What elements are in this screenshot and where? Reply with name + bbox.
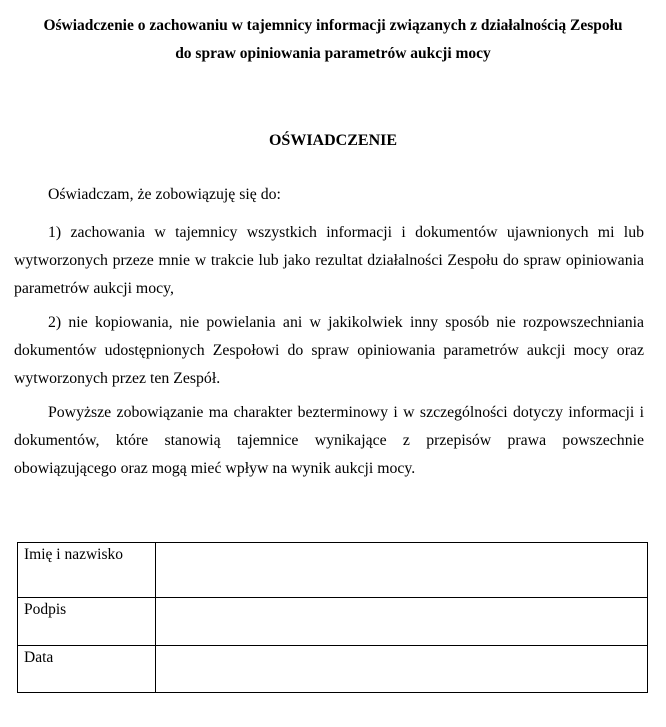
intro-paragraph: Oświadczam, że zobowiązuję się do:	[48, 186, 281, 203]
closing-paragraph: Powyższe zobowiązanie ma charakter bezterminowy i w szczególności dotyczy informacji i dokumentów, które stanowią tajemnice wynikające z przepisów prawa powszechnie obowiązującego oraz mogą mieć wpływ na wynik aukcji mocy.	[14, 404, 644, 477]
date-row	[18, 646, 648, 693]
signature-row	[18, 598, 648, 646]
date-field[interactable]	[156, 646, 648, 693]
obligation-item-1: 1) zachowania w tajemnicy wszystkich informacji i dokumentów ujawnionych mi lub wytworzonych przeze mnie w trakcie lub jako rezultat działalności Zespołu do spraw opiniowania parametrów aukcji mocy,	[14, 224, 644, 297]
declaration-heading: OŚWIADCZENIE	[268, 132, 398, 149]
declaration-body	[14, 181, 644, 489]
name-row	[18, 543, 648, 598]
signature-label: Podpis	[18, 598, 156, 646]
signature-field[interactable]	[156, 598, 648, 646]
date-label: Data	[18, 646, 156, 693]
name-label: Imię i nazwisko	[18, 543, 156, 598]
signature-form-table	[17, 542, 648, 693]
header-line-2: do spraw opiniowania parametrów aukcji mocy	[175, 45, 491, 62]
document-header	[10, 12, 656, 68]
name-field[interactable]	[156, 543, 648, 598]
obligation-item-2: 2) nie kopiowania, nie powielania ani w jakikolwiek inny sposób nie rozpowszechniania dokumentów udostępnionych Zespołowi do spraw opiniowania parametrów aukcji mocy oraz wytworzonych przez ten Zespół.	[14, 314, 644, 387]
header-line-1: Oświadczenie o zachowaniu w tajemnicy informacji związanych z działalnością Zespołu	[43, 17, 623, 34]
